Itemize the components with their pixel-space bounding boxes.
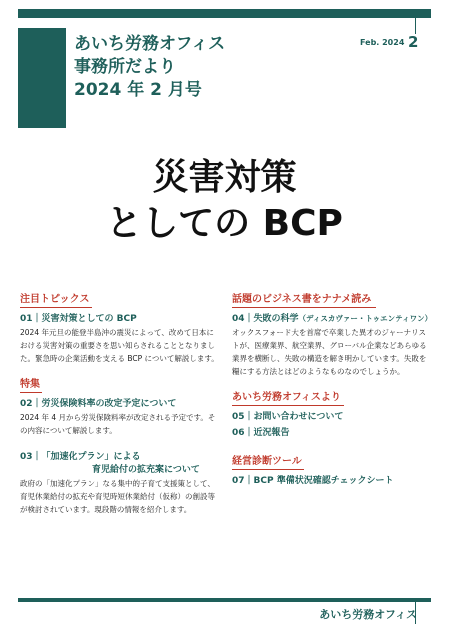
left-column bbox=[20, 290, 220, 516]
right-column bbox=[232, 290, 432, 486]
issue-date: Feb. 2024 bbox=[360, 38, 405, 47]
article-summary: 政府の「加速化プラン」なる集中的子育て支援策として、育児休業給付の拡充や育児時短休業給付（仮称）の創設等が検討されています。現段階の情報を紹介します。 bbox=[20, 479, 215, 514]
article-link[interactable]: 02｜労災保険料率の改定予定について bbox=[20, 399, 177, 409]
top-bar bbox=[18, 9, 431, 18]
article-link[interactable]: 01｜災害対策としての BCP bbox=[20, 314, 137, 324]
article-summary: オックスフォード大を首席で卒業した異才のジャーナリストが、医療業界、航空業界、グローバル企業などあらゆる業界を横断し、失敗の構造を解き明かしています。失敗を糧にする方法とはどのようなものなのでしょうか。 bbox=[232, 328, 427, 376]
main-headline bbox=[0, 155, 449, 247]
headline-line: 災害対策 bbox=[152, 157, 297, 198]
article-title-line: 03｜「加速化プラン」による bbox=[20, 452, 141, 462]
article-link[interactable]: 07｜BCP 準備状況確認チェックシート bbox=[232, 476, 394, 486]
article-summary: 2024 年 4 月から労災保険料率が改定される予定です。その内容について解説します。 bbox=[20, 413, 216, 435]
page-number: 2 bbox=[408, 33, 419, 51]
title-line: 事務所だより bbox=[74, 57, 176, 77]
article-link[interactable] bbox=[20, 449, 220, 475]
article-title: 04｜失敗の科学 bbox=[232, 314, 299, 324]
bottom-bar bbox=[18, 598, 431, 602]
publisher: （ディスカヴァー・トゥエンティワン） bbox=[298, 314, 433, 323]
section-heading: あいち労務オフィスより bbox=[232, 388, 344, 406]
article-link[interactable]: 06｜近況報告 bbox=[232, 428, 290, 438]
section-heading: 話題のビジネス書をナナメ読み bbox=[232, 290, 376, 308]
section-heading: 注目トピックス bbox=[20, 290, 92, 308]
title-line: 2024 年 2 月号 bbox=[74, 80, 202, 100]
title-accent-block bbox=[18, 28, 66, 128]
article-summary: 2024 年元旦の能登半島沖の震災によって、改めて日本における災害対策の重要さを思い知らされることとなりました。緊急時の企業活動を支える BCP について解説します。 bbox=[20, 328, 219, 363]
title-line: あいち労務オフィス bbox=[74, 34, 226, 54]
section-heading: 特集 bbox=[20, 375, 42, 393]
headline-line: としての BCP bbox=[106, 203, 343, 244]
section-heading: 経営診断ツール bbox=[232, 452, 304, 470]
article-link[interactable] bbox=[232, 311, 432, 324]
newsletter-title bbox=[74, 33, 225, 102]
footer-office-name: あいち労務オフィス bbox=[319, 608, 417, 621]
article-title-line: 育児給付の拡充案について bbox=[92, 465, 200, 475]
divider bbox=[415, 18, 416, 34]
article-link[interactable]: 05｜お問い合わせについて bbox=[232, 412, 344, 422]
